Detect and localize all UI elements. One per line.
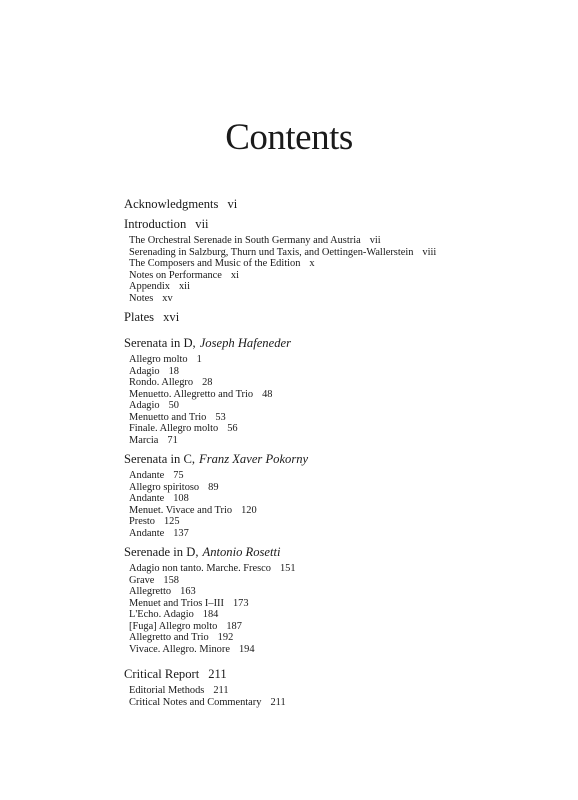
toc-subentries-rosetti <box>124 563 564 655</box>
toc-subentry[interactable] <box>124 354 564 366</box>
toc-subentry-label: Marcia <box>129 434 159 446</box>
toc-subentries-introduction <box>124 235 564 304</box>
toc-page-number: 108 <box>173 493 189 504</box>
toc-subentry-label: Adagio <box>129 400 160 411</box>
toc-entry-label: Plates <box>124 310 155 324</box>
toc-page-number: xi <box>230 269 240 281</box>
toc-subentry-label: Notes on Performance <box>129 269 222 281</box>
toc-page-number: 137 <box>173 527 189 539</box>
toc-composer: Antonio Rosetti <box>202 545 281 559</box>
toc-subentry-label: L'Echo. Adagio <box>129 609 194 620</box>
toc-subentry-label: Allegretto and Trio <box>129 632 209 643</box>
toc-subentry[interactable] <box>124 685 564 697</box>
toc-entry-introduction[interactable] <box>124 217 564 231</box>
toc-page-number: viii <box>422 246 437 258</box>
toc-subentry-label: [Fuga] Allegro molto <box>129 620 218 632</box>
toc-subentry-label: Presto <box>129 516 155 527</box>
toc-page-number: 89 <box>208 481 219 493</box>
toc-subentry[interactable] <box>124 412 564 424</box>
toc-subentry[interactable] <box>124 632 564 644</box>
toc-subentry[interactable] <box>124 258 564 270</box>
toc-subentry[interactable] <box>124 389 564 401</box>
toc-entry-critical-report[interactable] <box>124 667 564 681</box>
toc-page-number: 71 <box>167 434 178 446</box>
toc-subentry-label: Andante <box>129 470 165 481</box>
toc-entry-acknowledgments[interactable] <box>124 197 564 211</box>
toc-subentry[interactable] <box>124 563 564 575</box>
toc-subentry-label: Grave <box>129 574 155 586</box>
toc-page-number: 28 <box>202 377 213 388</box>
toc-subentry-label: Notes <box>129 292 154 304</box>
toc-subentry-label: Serenading in Salzburg, Thurn und Taxis, and Oettingen-Wallerstein <box>129 246 414 258</box>
toc-subentry-label: The Orchestral Serenade in South Germany and Austria <box>129 235 361 246</box>
toc-subentry[interactable] <box>124 435 564 447</box>
toc-page-number: 211 <box>208 667 227 681</box>
toc-subentries-pokorny <box>124 470 564 539</box>
toc-subentry[interactable] <box>124 293 564 305</box>
toc-composer: Joseph Hafeneder <box>199 336 291 350</box>
toc-page-number: 125 <box>163 516 180 527</box>
toc-page-number: 194 <box>238 643 255 655</box>
toc-page-number: 211 <box>270 696 286 708</box>
toc-subentry-label: Allegro molto <box>129 354 188 365</box>
toc-page-number: 48 <box>262 388 273 400</box>
toc-subentry-label: Rondo. Allegro <box>129 377 194 388</box>
toc-subentry[interactable] <box>124 586 564 598</box>
toc-page-number: 50 <box>168 400 179 411</box>
toc-subentry[interactable] <box>124 423 564 435</box>
toc-page-number: 120 <box>241 504 257 516</box>
toc-subentry[interactable] <box>124 400 564 412</box>
toc-subentry-label: The Composers and Music of the Edition <box>129 258 301 269</box>
toc-entry-label: Acknowledgments <box>124 197 219 211</box>
toc-subentry[interactable] <box>124 644 564 656</box>
toc-page-number: vii <box>195 217 209 231</box>
toc-subentry[interactable] <box>124 235 564 247</box>
toc-page-number: 187 <box>226 620 242 632</box>
toc-subentry-label: Menuetto and Trio <box>129 411 207 423</box>
toc-subentry[interactable] <box>124 247 564 259</box>
page-title: Contents <box>225 117 353 158</box>
toc-page-number: 163 <box>180 586 196 597</box>
toc-entry-label: Serenade in D, <box>124 545 199 559</box>
toc-page-number: vii <box>369 235 381 246</box>
toc-subentry[interactable] <box>124 493 564 505</box>
toc-subentry[interactable] <box>124 505 564 517</box>
toc-page-number: 1 <box>196 354 202 365</box>
toc-page-number: 56 <box>227 423 238 434</box>
toc-entry-label: Serenata in C, <box>124 452 195 466</box>
toc-page-number: xii <box>178 281 190 292</box>
toc-page-number: 173 <box>232 597 249 609</box>
toc-composer: Franz Xaver Pokorny <box>199 452 309 466</box>
toc-subentry-label: Allegretto <box>129 586 172 597</box>
toc-subentry[interactable] <box>124 697 564 709</box>
toc-page-number: xvi <box>163 310 180 324</box>
toc-entry-label: Introduction <box>124 217 187 231</box>
toc-page-number: 211 <box>213 685 229 696</box>
toc-entry-serenade-rosetti[interactable] <box>124 545 564 559</box>
toc-entry-serenata-pokorny[interactable] <box>124 452 564 466</box>
toc-subentry-label: Vivace. Allegro. Minore <box>129 643 230 655</box>
toc-subentry[interactable] <box>124 270 564 282</box>
toc-page-number: x <box>309 258 315 269</box>
toc-subentry-label: Menuet and Trios I–III <box>129 597 224 609</box>
toc-subentries-hafeneder <box>124 354 564 446</box>
toc-entry-label: Serenata in D, <box>124 336 196 350</box>
toc-page-number: vi <box>227 197 238 211</box>
toc-subentry-label: Andante <box>129 527 165 539</box>
toc-subentry-label: Menuetto. Allegretto and Trio <box>129 388 254 400</box>
toc-entry-label: Critical Report <box>124 667 200 681</box>
toc-subentry[interactable] <box>124 470 564 482</box>
toc-subentry[interactable] <box>124 482 564 494</box>
toc-subentry-label: Appendix <box>129 281 170 292</box>
toc-page-number: 184 <box>202 609 219 620</box>
toc-subentry[interactable] <box>124 609 564 621</box>
toc-subentry[interactable] <box>124 281 564 293</box>
toc-subentry[interactable] <box>124 598 564 610</box>
table-of-contents <box>124 197 564 708</box>
toc-page-number: 75 <box>173 470 184 481</box>
toc-subentry[interactable] <box>124 575 564 587</box>
toc-subentry[interactable] <box>124 516 564 528</box>
toc-subentry[interactable] <box>124 621 564 633</box>
toc-subentry-label: Finale. Allegro molto <box>129 423 219 434</box>
toc-subentry-label: Critical Notes and Commentary <box>129 696 262 708</box>
toc-page-number: 151 <box>279 563 296 574</box>
toc-subentry[interactable] <box>124 377 564 389</box>
toc-entry-serenata-hafeneder[interactable] <box>124 336 564 350</box>
toc-subentry-label: Editorial Methods <box>129 685 205 696</box>
toc-subentry-label: Menuet. Vivace and Trio <box>129 504 233 516</box>
toc-subentry-label: Adagio non tanto. Marche. Fresco <box>129 563 271 574</box>
toc-page-number: xv <box>162 292 173 304</box>
toc-subentry[interactable] <box>124 528 564 540</box>
toc-subentries-critical-report <box>124 685 564 708</box>
toc-entry-plates[interactable] <box>124 310 564 324</box>
toc-subentry[interactable] <box>124 366 564 378</box>
toc-page-number: 53 <box>215 411 226 423</box>
toc-page-number: 18 <box>168 365 179 377</box>
toc-subentry-label: Adagio <box>129 365 160 377</box>
toc-subentry-label: Allegro spiritoso <box>129 481 200 493</box>
toc-subentry-label: Andante <box>129 493 165 504</box>
toc-page-number: 158 <box>163 574 179 586</box>
toc-page-number: 192 <box>217 632 234 643</box>
